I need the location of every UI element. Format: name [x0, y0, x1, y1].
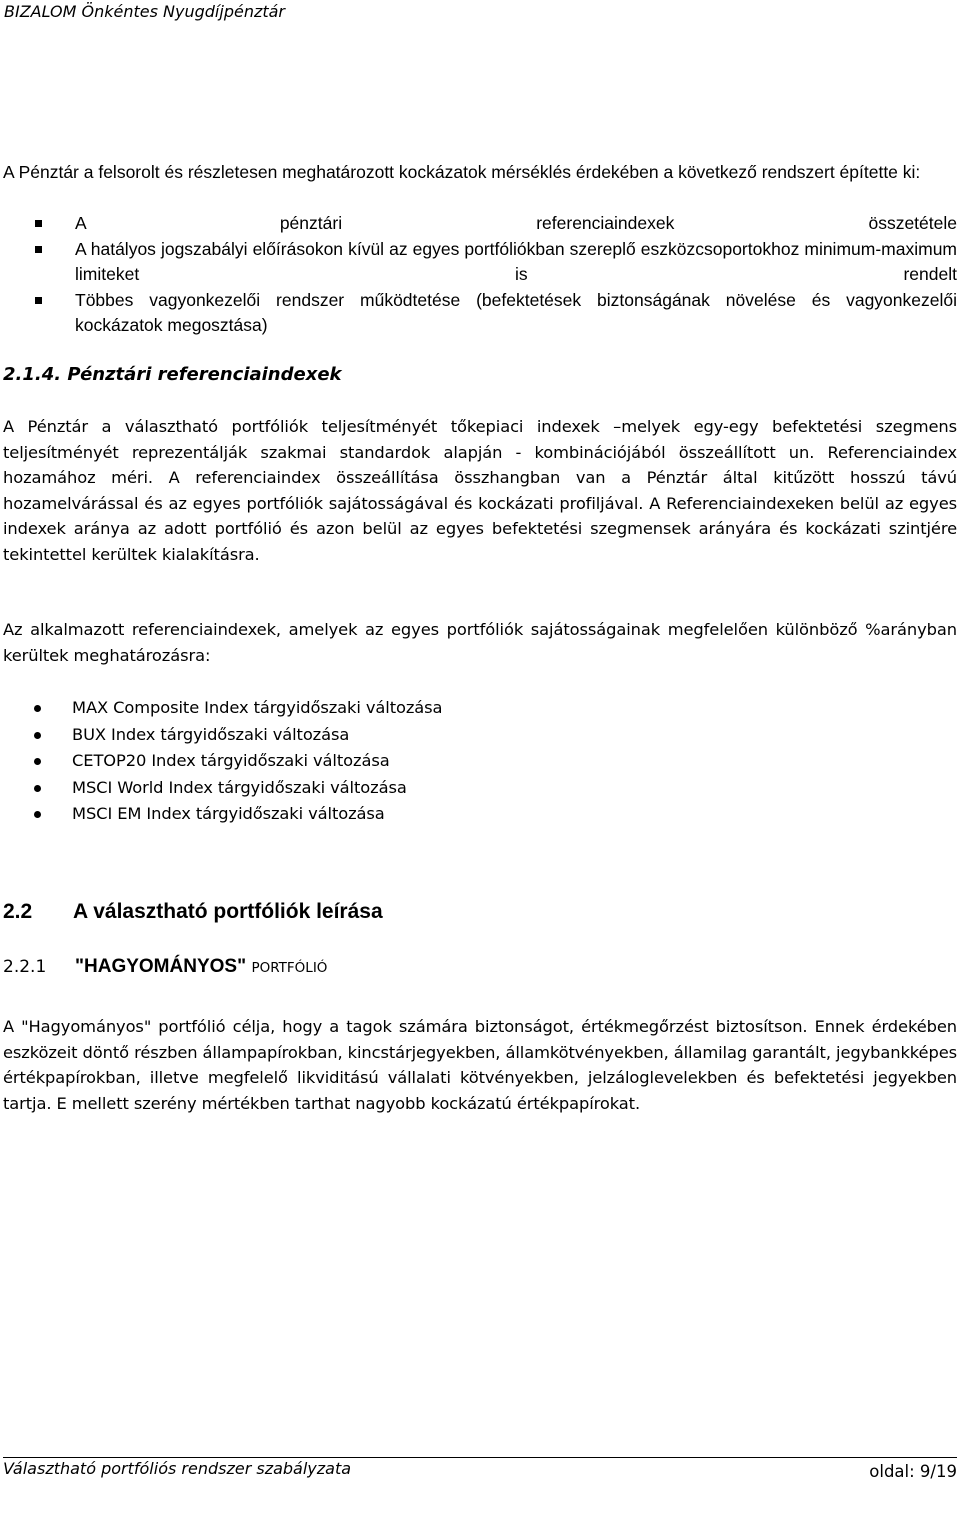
section-number: 2.2.1: [3, 957, 47, 977]
list-item: MSCI EM Index tárgyidőszaki változása: [3, 801, 957, 828]
page-number: oldal: 9/19: [869, 1462, 957, 1481]
section-number: 2.2: [3, 900, 33, 923]
applied-indices-paragraph: Az alkalmazott referenciaindexek, amelyek az egyes portfóliók sajátosságainak megfelelően különböző %arányban kerültek meghatározásra:: [3, 620, 957, 665]
list-item: Többes vagyonkezelői rendszer működtetése (befektetések biztonságának növelése és vagyonkezelői kockázatok megosztása): [3, 288, 957, 339]
list-item: MAX Composite Index tárgyidőszaki változása: [3, 695, 957, 722]
list-item: CETOP20 Index tárgyidőszaki változása: [3, 748, 957, 775]
square-bullet-icon: [35, 297, 42, 304]
footer-divider: [3, 1457, 957, 1458]
bullet-icon: [34, 758, 41, 765]
list-item: A pénztári referenciaindexek összetétele: [3, 211, 957, 237]
section-heading-2-2-1: [3, 956, 957, 978]
intro-paragraph: A Pénztár a felsorolt és részletesen meghatározott kockázatok mérséklés érdekében a következő rendszert építette ki:: [3, 162, 921, 182]
bullet-icon: [34, 732, 41, 739]
bullet-icon: [34, 785, 41, 792]
section-heading-2-2: [3, 900, 957, 924]
page-header-title: BIZALOM Önkéntes Nyugdíjpénztár: [4, 2, 286, 21]
section-title: A választható portfóliók leírása: [73, 900, 383, 923]
risk-mitigation-list: [3, 211, 957, 339]
traditional-portfolio-paragraph: A "Hagyományos" portfólió célja, hogy a tagok számára biztonságot, értékmegőrzést biztosítson. Ennek érdekében eszközeit döntő részben állampapírokban, kincstárjegyekben, államkötvényekben, államilag garantált, jegybankképes értékpapírokban, illetve megfelelő likviditású vállalati kötvényekben, jelzáloglevelekben és befektetési jegyekben tartja. E mellett szerény mértékben tarthat nagyobb kockázatú értékpapírokat.: [3, 1017, 957, 1113]
section-title-small: PORTFÓLIÓ: [251, 960, 328, 976]
referenceindex-paragraph: A Pénztár a választható portfóliók teljesítményét tőkepiaci indexek –melyek egy-egy befektetési szegmens teljesítményét reprezentálják szakmai standardok alapján - kombinációjából összeállított un. Referenciaindex hozamához méri. A referenciaindex összeállítása összhangban van a Pénztár által kitűzött hosszú távú hozamelvárással és az egyes portfóliók sajátosságával és kockázati profiljával. A Referenciaindexeken belül az egyes indexek aránya az adott portfólió és azon belül az egyes befektetési szegmensek arányára és kockázati szintjére tekintettel kerültek kialakításra.: [3, 417, 957, 564]
square-bullet-icon: [35, 220, 42, 227]
bullet-icon: [34, 705, 41, 712]
list-item: MSCI World Index tárgyidőszaki változása: [3, 775, 957, 802]
square-bullet-icon: [35, 246, 42, 253]
section-title-bold: "HAGYOMÁNYOS": [75, 956, 247, 977]
list-item: BUX Index tárgyidőszaki változása: [3, 722, 957, 749]
list-item: A hatályos jogszabályi előírásokon kívül az egyes portfóliókban szereplő eszközcsoportokhoz minimum-maximum limiteket is rendelt: [3, 237, 957, 288]
section-heading-2-1-4: 2.1.4. Pénztári referenciaindexek: [3, 364, 342, 385]
index-list: [3, 695, 957, 828]
footer-document-title: Választható portfóliós rendszer szabályzata: [3, 1459, 352, 1478]
bullet-icon: [34, 811, 41, 818]
